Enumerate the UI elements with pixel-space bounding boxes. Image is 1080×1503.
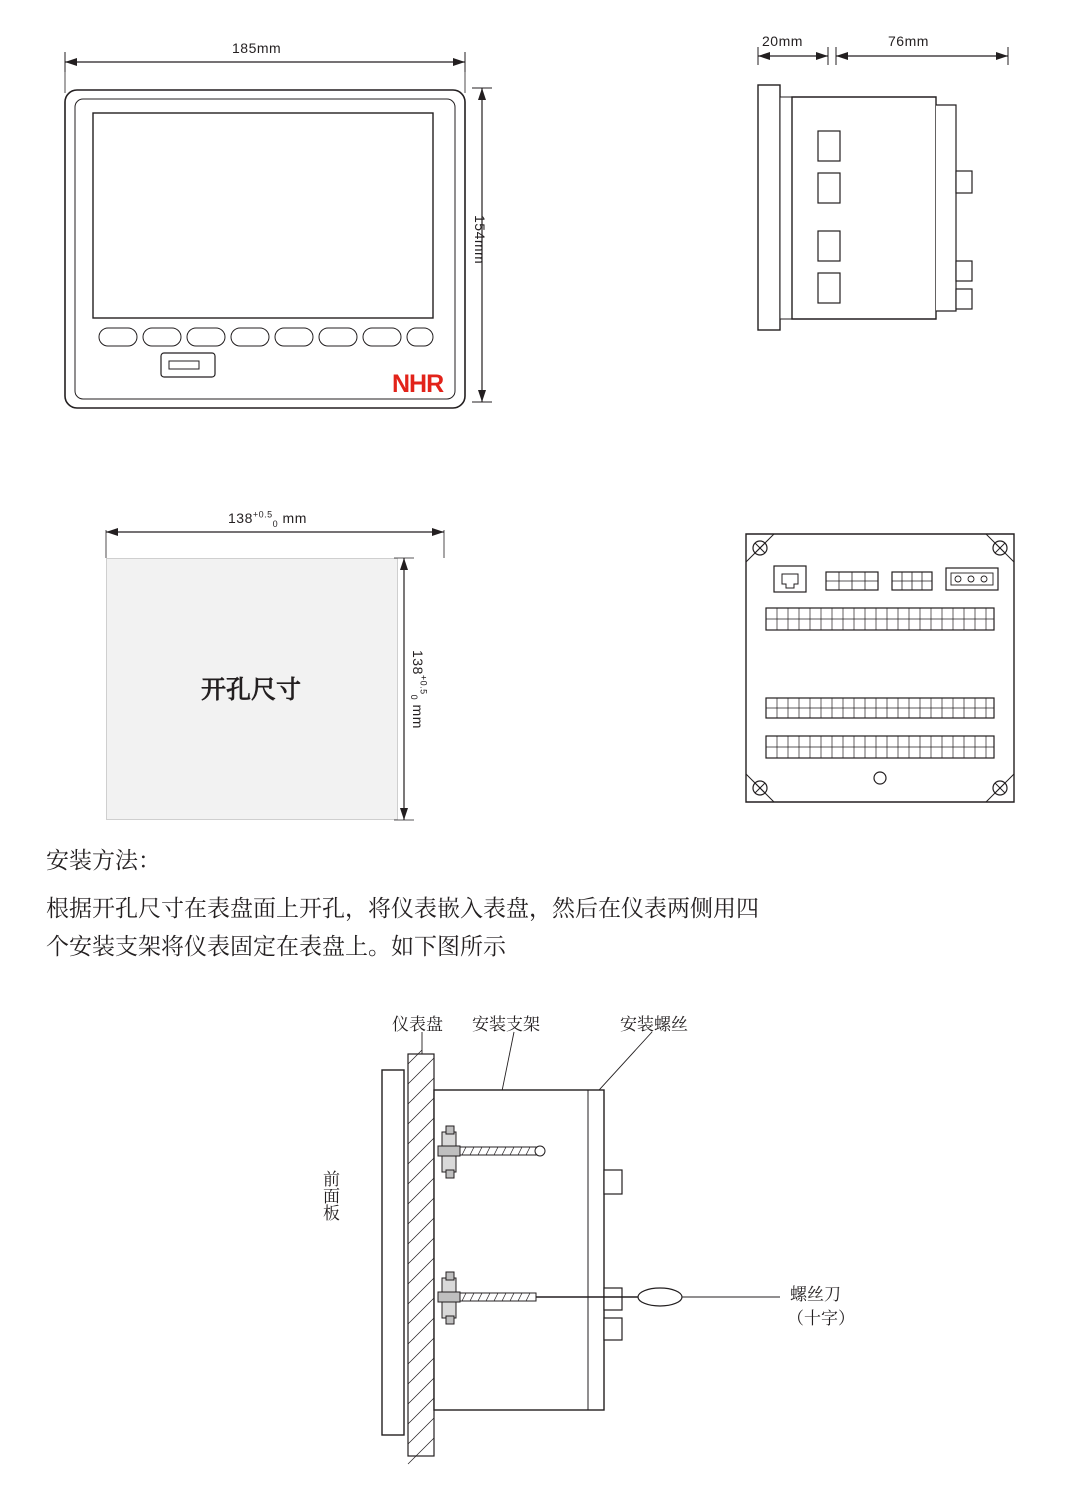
mounting-label-screwdriver-line2: （十字）: [787, 1309, 855, 1329]
mounting-diagram: [300, 1000, 1080, 1500]
cutout-width-tol-lower: 0: [272, 518, 279, 529]
mounting-assembly-drawing: [360, 1050, 1060, 1480]
brand-logo: [392, 370, 443, 399]
mounting-label-screw: 安装螺丝: [620, 1015, 688, 1035]
side-body-outline: [740, 75, 1040, 420]
mounting-label-panel: 仪表盘: [392, 1015, 443, 1035]
side-view: [720, 0, 1060, 440]
cutout-width-label: [228, 509, 307, 529]
brand-logo-text: NHR: [392, 370, 444, 398]
front-width-label: 185mm: [232, 40, 282, 56]
mounting-label-front-panel: 前面板: [319, 1170, 339, 1221]
mounting-label-bracket: 安装支架: [472, 1015, 540, 1035]
install-method-heading: 安装方法：: [46, 848, 161, 874]
side-depth-label: 76mm: [888, 33, 929, 49]
install-method-paragraph-line2: 个安装支架将仪表固定在表盘上。如下图所示: [46, 934, 506, 960]
rear-terminal-view: [720, 520, 1040, 820]
front-height-label: 154mm: [472, 215, 488, 265]
cutout-height-tol-upper: +0.5: [418, 674, 429, 695]
side-depth-dimension: [832, 46, 1012, 66]
cutout-height-unit: mm: [410, 704, 426, 729]
cutout-height-label: [409, 650, 429, 729]
mounting-label-screwdriver-line1: 螺丝刀: [790, 1285, 841, 1305]
cutout-height-tol-lower: 0: [409, 694, 420, 701]
cutout-width-value: 138: [228, 510, 253, 526]
panel-cutout-view: [60, 480, 520, 840]
front-panel-view: [0, 0, 520, 440]
cutout-width-unit: mm: [282, 510, 307, 526]
cutout-height-value: 138: [410, 650, 426, 675]
side-thickness-dimension: [750, 46, 840, 66]
cutout-width-tol-upper: +0.5: [252, 509, 273, 520]
rear-terminal-drawing: [730, 530, 1030, 820]
front-panel-outline: [55, 85, 475, 415]
side-thickness-label: 20mm: [762, 33, 803, 49]
cutout-caption: 开孔尺寸: [200, 675, 301, 704]
install-method-paragraph-line1: 根据开孔尺寸在表盘面上开孔，将仪表嵌入表盘，然后在仪表两侧用四: [46, 896, 759, 922]
